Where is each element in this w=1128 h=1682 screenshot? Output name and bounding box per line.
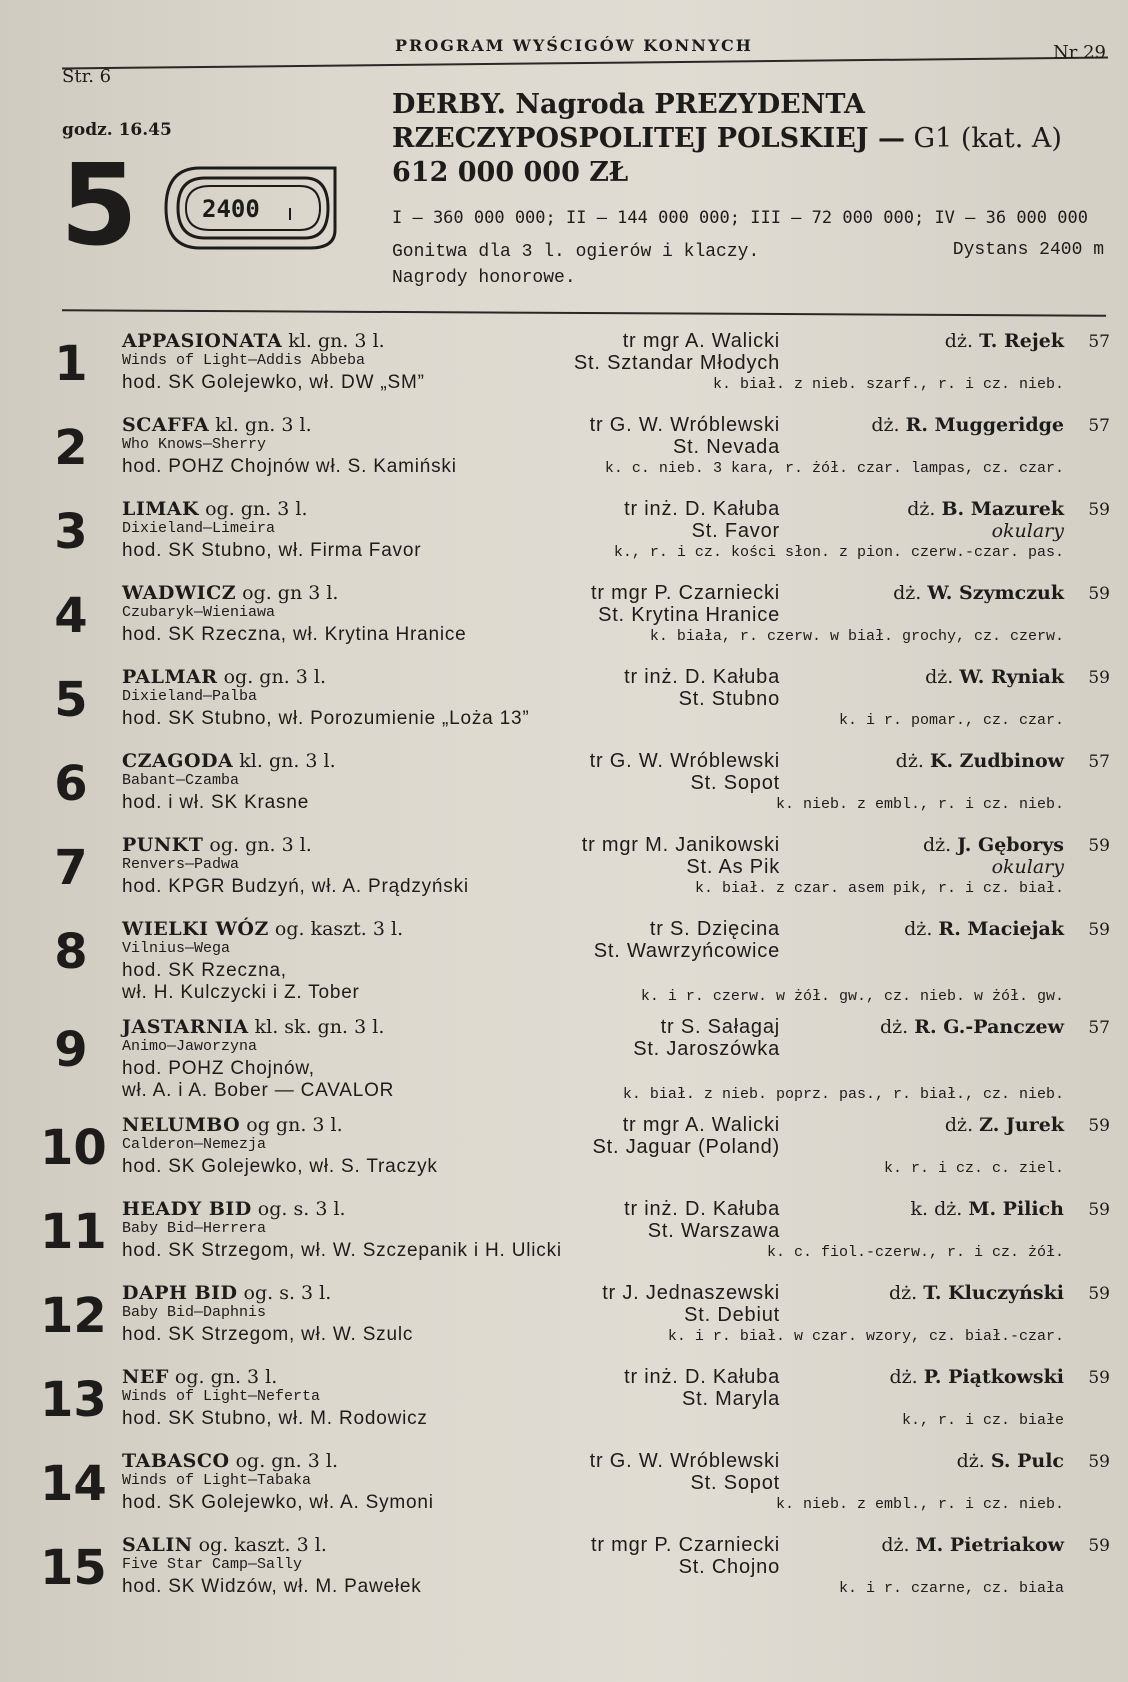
weight: 59 (1088, 584, 1110, 604)
stable: St. Stubno (678, 688, 780, 710)
entry-number: 8 (54, 924, 88, 980)
jockey-line (893, 582, 1064, 604)
jockey: K. Zudbinow (929, 750, 1064, 772)
horse-line (122, 1534, 327, 1556)
jockey-line (880, 1016, 1064, 1038)
jockey-line (871, 414, 1064, 436)
silks-colors: k. nieb. z embl., r. i cz. nieb. (775, 1496, 1064, 1513)
jockey-line (911, 1198, 1064, 1220)
stable: St. Debiut (684, 1304, 780, 1326)
weight: 57 (1088, 752, 1110, 772)
horse-name: NEF (122, 1366, 169, 1388)
jockey-line (923, 834, 1064, 856)
horse-name: APPASIONATA (122, 330, 283, 352)
pedigree: Baby Bid—Daphnis (122, 1304, 267, 1321)
stable: St. Krytina Hranice (598, 604, 780, 626)
breeder-owner-cont: wł. H. Kulczycki i Z. Tober (122, 982, 360, 1003)
entry-number: 11 (40, 1204, 107, 1260)
weight: 59 (1088, 1536, 1110, 1556)
stable: St. Jaguar (Poland) (592, 1136, 780, 1158)
silks-colors: k. c. nieb. 3 kara, r. żół. czar. lampas, cz. czar. (604, 460, 1064, 477)
entry-number: 2 (54, 420, 88, 476)
horse-line (122, 1282, 331, 1304)
entry-number: 13 (40, 1372, 107, 1428)
jockey: B. Mazurek (941, 498, 1064, 520)
horse-desc: og. s. 3 l. (251, 1198, 346, 1220)
jockey: M. Pilich (968, 1198, 1064, 1220)
breeder-owner: hod. KPGR Budzyń, wł. A. Prądzyński (122, 876, 469, 897)
jockey: P. Piątkowski (923, 1366, 1064, 1388)
pedigree: Baby Bid—Herrera (122, 1220, 267, 1237)
race-category: G1 (kat. A) (904, 123, 1062, 154)
jockey: T. Kluczyński (923, 1282, 1064, 1304)
horse-desc: og. gn 3 l. (236, 582, 339, 604)
trainer: tr mgr P. Czarniecki (590, 582, 780, 604)
stable: St. Chojno (678, 1556, 780, 1578)
breeder-owner: hod. SK Stubno, wł. Porozumienie „Loża 13” (122, 708, 530, 729)
stable: St. Jaroszówka (633, 1038, 780, 1060)
stable: St. Wawrzyńcowice (593, 940, 780, 962)
jockey-prefix: dż. (879, 1016, 915, 1038)
trainer: tr inż. D. Kałuba (624, 1366, 780, 1388)
list-item (0, 834, 1128, 918)
silks-colors: k. biał. z nieb. poprz. pas., r. biał., cz. nieb. (622, 1086, 1064, 1103)
breeder-owner: hod. SK Rzeczna, (122, 960, 287, 981)
silks-colors: k. c. fiol.-czerw., r. i cz. żół. (766, 1244, 1064, 1261)
race-title-line1: DERBY. Nagroda PREZYDENTA (392, 89, 865, 120)
stable: St. Favor (691, 520, 780, 542)
jockey-prefix: dż. (956, 1450, 991, 1472)
jockey-line (945, 330, 1064, 352)
horse-desc: og. gn. 3 l. (168, 1366, 278, 1388)
jockey: Z. Jurek (979, 1114, 1064, 1136)
weight: 59 (1088, 836, 1110, 856)
list-item (0, 1366, 1128, 1450)
jockey-line (957, 1450, 1064, 1472)
pedigree: Winds of Light—Neferta (122, 1388, 321, 1405)
horse-name: JASTARNIA (122, 1016, 249, 1038)
jockey-prefix: k. dż. (910, 1198, 969, 1220)
horse-line (122, 1016, 384, 1038)
jockey-line (889, 1282, 1064, 1304)
breeder-owner: hod. POHZ Chojnów, (122, 1058, 315, 1079)
trainer: tr G. W. Wróblewski (589, 414, 780, 436)
trainer: tr J. Jednaszewski (602, 1282, 780, 1304)
list-item (0, 330, 1128, 414)
jockey-prefix: dż. (925, 666, 960, 688)
race-time: godz. 16.45 (62, 120, 172, 140)
equipment-note: okulary (991, 520, 1064, 542)
jockey-prefix: dż. (895, 750, 930, 772)
horse-desc: og. kaszt. 3 l. (192, 1534, 327, 1556)
stable: St. Sztandar Młodych (573, 352, 780, 374)
horse-desc: kl. gn. 3 l. (209, 414, 312, 436)
entry-number: 12 (40, 1288, 107, 1344)
list-item (0, 750, 1128, 834)
horse-line (122, 918, 403, 940)
silks-colors: k. biał. z nieb. szarf., r. i cz. nieb. (712, 376, 1064, 393)
breeder-owner: hod. i wł. SK Krasne (122, 792, 310, 813)
race-honors: Nagrody honorowe. (392, 268, 576, 288)
entry-number: 1 (54, 336, 88, 392)
breeder-owner: hod. SK Stubno, wł. Firma Favor (122, 540, 422, 561)
horse-name: WADWICZ (122, 582, 237, 604)
entry-number: 4 (54, 588, 88, 644)
horse-desc: kl. gn. 3 l. (282, 330, 385, 352)
jockey: J. Gęborys (957, 834, 1064, 856)
trainer: tr inż. D. Kałuba (624, 666, 780, 688)
track-diagram-icon (160, 160, 360, 255)
horse-name: TABASCO (122, 1450, 230, 1472)
jockey-prefix: dż. (888, 1282, 924, 1304)
jockey-prefix: dż. (944, 330, 980, 352)
jockey: M. Pietriakow (915, 1534, 1064, 1556)
entry-number: 7 (54, 840, 88, 896)
silks-colors: k. i r. pomar., cz. czar. (838, 712, 1064, 729)
jockey-line (881, 1534, 1064, 1556)
jockey-prefix: dż. (881, 1534, 916, 1556)
horse-name: WIELKI WÓZ (122, 918, 269, 940)
jockey: R. G.-Panczew (914, 1016, 1064, 1038)
silks-colors: k. i r. czarne, cz. biała (838, 1580, 1064, 1597)
jockey-prefix: dż. (871, 414, 906, 436)
weight: 59 (1088, 1368, 1110, 1388)
breeder-owner: hod. SK Rzeczna, wł. Krytina Hranice (122, 624, 467, 645)
stable: St. Nevada (673, 436, 780, 458)
horse-name: HEADY BID (122, 1198, 252, 1220)
weight: 59 (1088, 920, 1110, 940)
weight: 59 (1088, 1284, 1110, 1304)
breeder-owner: hod. SK Golejewko, wł. A. Symoni (122, 1492, 434, 1513)
pedigree: Animo—Jaworzyna (122, 1038, 258, 1055)
jockey-line (925, 666, 1064, 688)
race-purse: 612 000 000 ZŁ (392, 157, 629, 188)
weight: 59 (1088, 668, 1110, 688)
jockey: W. Ryniak (959, 666, 1064, 688)
silks-colors: k. i r. czerw. w żół. gw., cz. nieb. w żół. gw. (640, 988, 1064, 1005)
header-rule (62, 57, 1108, 70)
list-item (0, 414, 1128, 498)
trainer: tr mgr A. Walicki (622, 330, 780, 352)
pedigree: Winds of Light—Addis Abbeba (122, 352, 366, 369)
horse-line (122, 498, 308, 520)
entry-number: 6 (54, 756, 88, 812)
stable: St. Sopot (690, 772, 780, 794)
pedigree: Dixieland—Limeira (122, 520, 276, 537)
horse-name: CZAGODA (122, 750, 234, 772)
horse-desc: kl. gn. 3 l. (233, 750, 336, 772)
trainer: tr G. W. Wróblewski (589, 750, 780, 772)
weight: 57 (1088, 1018, 1110, 1038)
horse-name: SALIN (122, 1534, 193, 1556)
entry-number: 14 (40, 1456, 107, 1512)
pedigree: Dixieland—Palba (122, 688, 258, 705)
jockey-line (889, 1366, 1064, 1388)
list-item (0, 1450, 1128, 1534)
horse-desc: og. kaszt. 3 l. (268, 918, 404, 940)
horse-line (122, 330, 385, 352)
list-item (0, 918, 1128, 1016)
trainer: tr mgr P. Czarniecki (590, 1534, 780, 1556)
track-distance-label: 2400 (202, 195, 260, 223)
jockey-line (945, 1114, 1064, 1136)
pedigree: Renvers—Padwa (122, 856, 240, 873)
pedigree: Czubaryk—Wieniawa (122, 604, 276, 621)
jockey-prefix: dż. (904, 918, 939, 940)
horse-desc: og. gn. 3 l. (203, 834, 312, 856)
silks-colors: k. r. i cz. c. ziel. (883, 1160, 1064, 1177)
breeder-owner-cont: wł. A. i A. Bober — CAVALOR (122, 1080, 395, 1101)
list-item (0, 582, 1128, 666)
breeder-owner: hod. SK Strzegom, wł. W. Szulc (122, 1324, 414, 1345)
pedigree: Who Knows—Sherry (122, 436, 267, 453)
breeder-owner: hod. SK Widzów, wł. M. Pawełek (122, 1576, 422, 1597)
stable: St. Maryla (681, 1388, 780, 1410)
horse-desc: kl. sk. gn. 3 l. (248, 1016, 385, 1038)
breeder-owner: hod. SK Stubno, wł. M. Rodowicz (122, 1408, 428, 1429)
race-conditions: Gonitwa dla 3 l. ogierów i klaczy. (392, 242, 760, 262)
list-item (0, 1016, 1128, 1114)
pedigree: Winds of Light—Tabaka (122, 1472, 312, 1489)
stable: St. Warszawa (647, 1220, 780, 1242)
horse-desc: og gn. 3 l. (240, 1114, 343, 1136)
weight: 59 (1088, 1116, 1110, 1136)
horse-desc: og. s. 3 l. (237, 1282, 332, 1304)
weight: 59 (1088, 1200, 1110, 1220)
jockey-prefix: dż. (893, 582, 928, 604)
pedigree: Five Star Camp—Sally (122, 1556, 303, 1573)
stable: St. Sopot (690, 1472, 780, 1494)
horse-line (122, 1198, 346, 1220)
horse-line (122, 1366, 277, 1388)
trainer: tr S. Sałagaj (660, 1016, 780, 1038)
jockey-line (907, 498, 1064, 520)
race-number: 5 (60, 141, 138, 271)
jockey-prefix: dż. (907, 498, 942, 520)
horse-name: NELUMBO (122, 1114, 241, 1136)
list-item (0, 1198, 1128, 1282)
horse-line (122, 582, 338, 604)
horse-name: LIMAK (122, 498, 200, 520)
section-rule (62, 309, 1106, 316)
horse-desc: og. gn. 3 l. (217, 666, 327, 688)
jockey: S. Pulc (990, 1450, 1064, 1472)
jockey-line (896, 750, 1064, 772)
weight: 57 (1088, 416, 1110, 436)
jockey-prefix: dż. (944, 1114, 980, 1136)
jockey-prefix: dż. (889, 1366, 924, 1388)
pedigree: Calderon—Nemezja (122, 1136, 267, 1153)
trainer: tr mgr A. Walicki (622, 1114, 780, 1136)
list-item (0, 1114, 1128, 1198)
equipment-note: okulary (991, 856, 1064, 878)
silks-colors: k. biał. z czar. asem pik, r. i cz. biał. (694, 880, 1064, 897)
silks-colors: k. nieb. z embl., r. i cz. nieb. (775, 796, 1064, 813)
pedigree: Vilnius—Wega (122, 940, 231, 957)
list-item (0, 1282, 1128, 1366)
silks-colors: k., r. i cz. białe (901, 1412, 1064, 1429)
trainer: tr G. W. Wróblewski (589, 1450, 780, 1472)
horse-line (122, 1450, 338, 1472)
entries-list (0, 330, 1128, 1618)
weight: 57 (1088, 332, 1110, 352)
page-number: Str. 6 (62, 66, 112, 87)
entry-number: 5 (54, 672, 88, 728)
race-title-line2: RZECZYPOSPOLITEJ POLSKIEJ — (392, 123, 905, 154)
entry-number: 15 (40, 1540, 107, 1596)
horse-line (122, 834, 312, 856)
list-item (0, 666, 1128, 750)
jockey: W. Szymczuk (927, 582, 1064, 604)
silks-colors: k., r. i cz. kości słon. z pion. czerw.-czar. pas. (613, 544, 1064, 561)
horse-line (122, 666, 326, 688)
jockey: R. Maciejak (938, 918, 1064, 940)
list-item (0, 1534, 1128, 1618)
horse-line (122, 1114, 343, 1136)
breeder-owner: hod. SK Golejewko, wł. S. Traczyk (122, 1156, 438, 1177)
horse-name: PALMAR (122, 666, 218, 688)
list-item (0, 498, 1128, 582)
horse-desc: og. gn. 3 l. (199, 498, 308, 520)
pedigree: Babant—Czamba (122, 772, 240, 789)
jockey: T. Rejek (979, 330, 1064, 352)
horse-name: SCAFFA (122, 414, 210, 436)
breeder-owner: hod. POHZ Chojnów wł. S. Kamiński (122, 456, 457, 477)
entry-number: 9 (54, 1022, 88, 1078)
weight: 59 (1088, 500, 1110, 520)
program-header: PROGRAM WYŚCIGÓW KONNYCH (395, 36, 753, 55)
entry-number: 10 (40, 1120, 107, 1176)
horse-line (122, 750, 336, 772)
race-prizes: I — 360 000 000; II — 144 000 000; III — 72 000 000; IV — 36 000 000 (392, 208, 1088, 228)
silks-colors: k. i r. biał. w czar. wzory, cz. biał.-czar. (667, 1328, 1064, 1345)
horse-name: DAPH BID (122, 1282, 238, 1304)
horse-desc: og. gn. 3 l. (229, 1450, 338, 1472)
weight: 59 (1088, 1452, 1110, 1472)
issue-number: Nr 29 (1053, 42, 1106, 63)
horse-name: PUNKT (122, 834, 204, 856)
race-title (392, 88, 1112, 190)
race-distance: Dystans 2400 m (952, 240, 1104, 260)
trainer: tr inż. D. Kałuba (624, 498, 780, 520)
breeder-owner: hod. SK Golejewko, wł. DW „SM” (122, 372, 425, 393)
entry-number: 3 (54, 504, 88, 560)
breeder-owner: hod. SK Strzegom, wł. W. Szczepanik i H. Ulicki (122, 1240, 562, 1261)
silks-colors: k. biała, r. czerw. w biał. grochy, cz. czerw. (649, 628, 1064, 645)
trainer: tr inż. D. Kałuba (624, 1198, 780, 1220)
trainer: tr S. Dzięcina (649, 918, 780, 940)
jockey-prefix: dż. (922, 834, 958, 856)
jockey: R. Muggeridge (905, 414, 1064, 436)
jockey-line (904, 918, 1064, 940)
trainer: tr mgr M. Janikowski (581, 834, 780, 856)
stable: St. As Pik (686, 856, 780, 878)
horse-line (122, 414, 312, 436)
